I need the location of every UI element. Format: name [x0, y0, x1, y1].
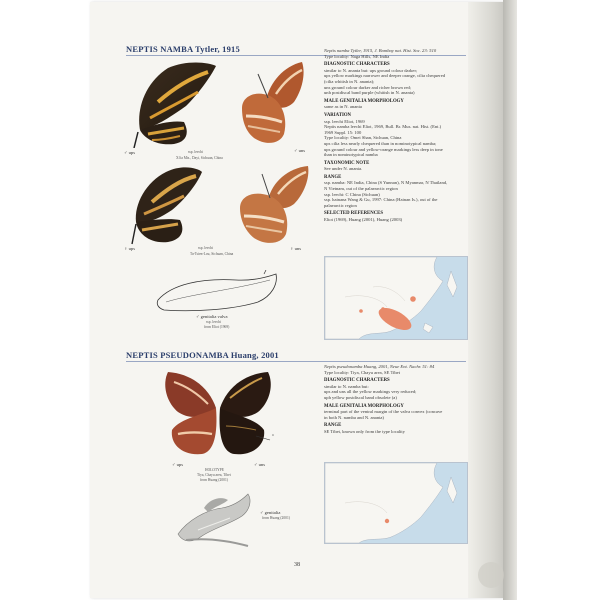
- type-locality-2: Type locality: Tiya, Chayu area, SE Tibet: [324, 369, 400, 375]
- species2-description: [324, 364, 466, 435]
- butterfly-female-underside: [234, 164, 312, 246]
- genitalia-title: ♂ genitalia valva: [196, 314, 228, 319]
- label-male-ups-2: ♂ ups: [172, 462, 183, 467]
- genitalia-source: from Eliot (1969): [204, 325, 230, 329]
- taxonomic-heading: TAXONOMIC NOTE: [324, 160, 370, 166]
- label-female-ups: ♀ ups: [124, 246, 135, 251]
- diag-heading-2: DIAGNOSTIC CHARACTERS: [324, 378, 390, 384]
- genitalia-title-2: ♂ genitalia: [260, 510, 281, 515]
- butterfly-holotype-upperside-and-underside: [160, 368, 276, 458]
- label-female-uns: ♀ uns: [290, 246, 301, 251]
- butterfly-male-upperside: [128, 58, 220, 148]
- diag-line: (cilia whitish in N. ananta);: [324, 78, 375, 84]
- type-locality: Type locality: Naga Hills, NE India: [324, 53, 390, 59]
- variation-line: Type locality: Omei Shan, Sichuan, China: [324, 135, 402, 141]
- diag-line: ups yellow markings narrower and deeper orange, cilia chequered: [324, 73, 446, 79]
- diag-line: similar to N. ananta but: ups ground colour darker;: [324, 67, 418, 73]
- citation-2: Neptis pseudonamba Huang, 2001, Neue Ent. Nachr. 51: 84: [324, 364, 435, 369]
- holotype-locality: Tiya, Chayu area, Tibet: [197, 473, 231, 477]
- range-line: palaearctic region: [324, 202, 357, 208]
- diag-line: ups and uns all the yellow markings very reduced;: [324, 389, 417, 395]
- range-heading-2: RANGE: [324, 423, 342, 429]
- refs-heading: SELECTED REFERENCES: [324, 211, 384, 217]
- species-title: NEPTIS NAMBA Tytler, 1915: [126, 44, 240, 54]
- genitalia-line: in both N. namba and N. ananta): [324, 414, 384, 420]
- range-line: ssp. namba: NE India, China (S Yunnan), N Myanmar, N Thailand,: [324, 180, 448, 186]
- holotype-label: HOLOTYPE: [205, 468, 224, 472]
- diag-line: uns ground colour darker and richer brown red;: [324, 84, 412, 90]
- taxonomic-text: See under N. ananta.: [324, 166, 363, 172]
- label-ssp-1: ssp. leechi: [188, 150, 203, 154]
- label-locality-1: Xi'ia Mts., Dayi, Sichuan, China: [176, 156, 223, 160]
- holotype-source: from Huang (2001): [200, 478, 228, 482]
- label-locality-2: Ta-Tsien-Lou, Sichuan, China: [190, 252, 234, 256]
- page-edge: [503, 0, 517, 600]
- label-male-uns-2: ♂ uns: [254, 462, 265, 467]
- book-gutter: [468, 2, 508, 598]
- range-line: ssp. hainana Wang & Gu, 1997: China (Hainan Is.), out of the: [324, 197, 438, 203]
- variation-line: ups cilia less nearly chequered than in nominotypical namba;: [324, 140, 437, 146]
- variation-line: 1969 Suppl. 15: 100: [324, 129, 362, 135]
- species-title: NEPTIS PSEUDONAMBA Huang, 2001: [126, 350, 279, 360]
- range-text-2: SE Tibet, known only from the type locality: [324, 428, 405, 434]
- range-map-1: [324, 256, 468, 340]
- refs-text: Eliot (1969), Huang (2001), Huang (2003): [324, 217, 403, 223]
- species1-description: [324, 48, 466, 223]
- library-stamp: [478, 562, 504, 588]
- genitalia-ssp: ssp. leechi: [206, 320, 221, 324]
- diag-line: uph yellow postdiscal band obsolete (a): [324, 394, 397, 400]
- butterfly-female-upperside: [128, 162, 204, 246]
- variation-line: than in nominotypical namba: [324, 152, 378, 158]
- genitalia-valva-drawing: [152, 270, 284, 314]
- label-male-uns: ♂ uns: [294, 148, 305, 153]
- label-male-ups: ♂ ups: [124, 150, 135, 155]
- diag-line: unh postdiscal band purple (whitish in N. ananta): [324, 90, 415, 96]
- citation: Neptis namba Tytler, 1915, J. Bombay nat. Hist. Soc. 23: 510: [324, 48, 437, 53]
- genitalia-source-2: from Huang (2001): [262, 516, 290, 520]
- butterfly-male-underside: [236, 60, 308, 148]
- page-number: 38: [294, 562, 300, 568]
- genitalia-text: same as in N. ananta: [324, 104, 362, 110]
- diag-heading: DIAGNOSTIC CHARACTERS: [324, 62, 390, 68]
- range-map-2: [324, 462, 468, 544]
- title-rule: [126, 361, 466, 362]
- genitalia-photo: [168, 490, 264, 552]
- range-line: N Vietnam, out of the palaearctic region: [324, 186, 398, 192]
- genitalia-heading: MALE GENITALIA MORPHOLOGY: [324, 98, 404, 104]
- diag-line: similar to N. namba but:: [324, 383, 369, 389]
- genitalia-heading-2: MALE GENITALIA MORPHOLOGY: [324, 403, 404, 409]
- label-ssp-2: ssp. leechi: [198, 246, 213, 250]
- marker-a: a: [272, 433, 274, 437]
- variation-line: ssp. leechi Eliot, 1969: [324, 118, 365, 124]
- range-line: ssp. leechi: C China (Sichuan): [324, 191, 380, 197]
- range-map-1-graphic: [325, 257, 467, 339]
- range-heading: RANGE: [324, 174, 342, 180]
- range-map-2-graphic: [325, 463, 467, 543]
- variation-line: Neptis namba leechi Eliot, 1969, Bull. Br. Mus. nat. Hist. (Ent.): [324, 124, 442, 130]
- genitalia-line: terminal part of the ventral margin of the valva convex (concave: [324, 409, 443, 415]
- variation-heading: VARIATION: [324, 112, 352, 118]
- variation-line: ups ground colour and yellow-orange markings less deep in tone: [324, 146, 443, 152]
